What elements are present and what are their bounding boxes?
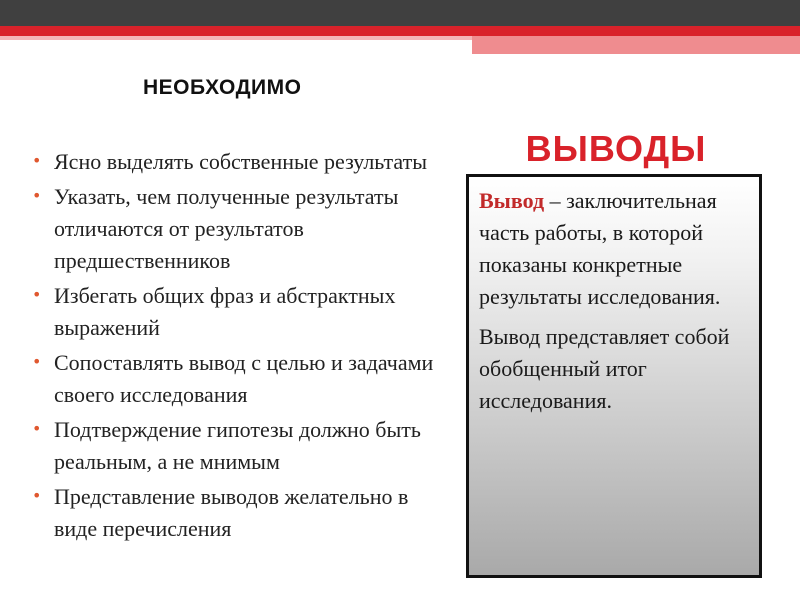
requirements-list <box>30 146 450 548</box>
bullet-icon: • <box>32 352 42 371</box>
list-item-text: Избегать общих фраз и абстрактных выражений <box>54 283 396 340</box>
bullet-icon: • <box>32 285 42 304</box>
slide-title: ВЫВОДЫ <box>525 128 707 169</box>
definition-body: – заключительная часть работы, в которой показаны конкретные результаты исследования. <box>479 188 721 309</box>
header-pink-stripe-right <box>472 36 800 54</box>
definition-term: Вывод <box>479 188 545 213</box>
list-item <box>30 347 450 411</box>
left-heading: НЕОБХОДИМО <box>143 76 302 99</box>
definition-box <box>466 174 762 578</box>
header-dark-bar <box>0 0 800 26</box>
list-item-text: Ясно выделять собственные результаты <box>54 149 427 174</box>
bullet-icon: • <box>32 486 42 505</box>
list-item-text: Указать, чем полученные результаты отличаются от результатов предшественников <box>54 184 399 273</box>
list-item <box>30 481 450 545</box>
bullet-icon: • <box>32 151 42 170</box>
list-item-text: Подтверждение гипотезы должно быть реальным, а не мнимым <box>54 417 421 474</box>
list-item <box>30 181 450 277</box>
definition-paragraph <box>479 185 751 313</box>
list-item <box>30 146 450 178</box>
bullet-icon: • <box>32 186 42 205</box>
definition-summary: Вывод представляет собой обобщенный итог исследования. <box>479 324 730 413</box>
list-item <box>30 414 450 478</box>
list-item-text: Представление выводов желательно в виде перечисления <box>54 484 409 541</box>
list-item-text: Сопоставлять вывод с целью и задачами своего исследования <box>54 350 434 407</box>
list-item <box>30 280 450 344</box>
header-red-stripe <box>0 26 800 36</box>
definition-text <box>479 185 751 417</box>
header-pink-stripe-left <box>0 36 472 40</box>
bullet-icon: • <box>32 419 42 438</box>
